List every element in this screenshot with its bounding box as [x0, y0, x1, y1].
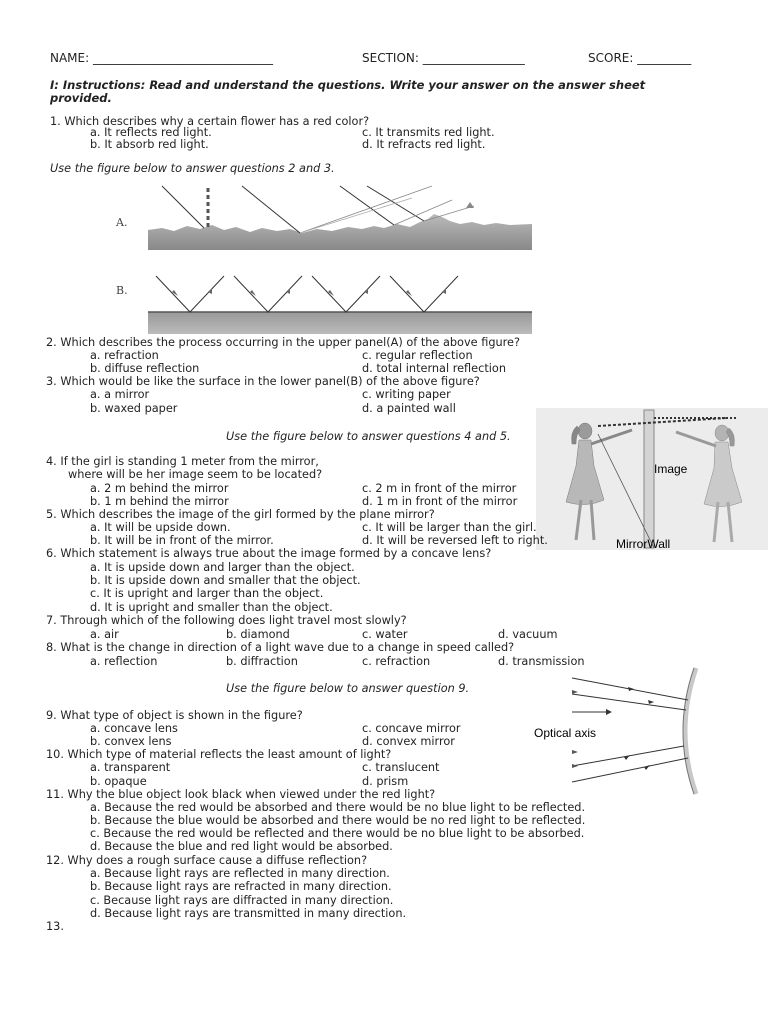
q7-option-d: d. vacuum [498, 628, 558, 641]
q8-option-b: b. diffraction [226, 655, 298, 668]
q12-option-c: c. Because light rays are diffracted in many direction. [90, 894, 394, 907]
q9-option-b: b. convex lens [90, 735, 172, 748]
q5-option-b: b. It will be in front of the mirror. [90, 534, 274, 547]
q3-option-a: a. a mirror [90, 388, 150, 401]
section-field-label: SECTION: _________________ [362, 51, 525, 65]
q4-option-a: a. 2 m behind the mirror [90, 482, 229, 495]
instructions-line-2: provided. [50, 91, 112, 105]
figure-3-caption: Use the figure below to answer question 9. [226, 682, 470, 695]
q10-stem: 10. Which type of material reflects the least amount of light? [46, 748, 392, 761]
q1-stem: 1. Which describes why a certain flower has a red color? [50, 115, 370, 128]
panel-a-label: A. [116, 216, 128, 229]
q5-option-a: a. It will be upside down. [90, 521, 231, 534]
q7-stem: 7. Through which of the following does light travel most slowly? [46, 614, 407, 627]
q4-option-c: c. 2 m in front of the mirror [362, 482, 517, 495]
q4-stem-line-1: 4. If the girl is standing 1 meter from the mirror, [46, 455, 319, 468]
q5-stem: 5. Which describes the image of the girl formed by the plane mirror? [46, 508, 435, 521]
q13-stem: 13. [46, 920, 64, 933]
reflection-figure [112, 178, 532, 343]
q10-option-a: a. transparent [90, 761, 171, 774]
q8-option-d: d. transmission [498, 655, 585, 668]
q2-option-c: c. regular reflection [362, 349, 473, 362]
q6-option-a: a. It is upside down and larger than the object. [90, 561, 355, 574]
q3-option-b: b. waxed paper [90, 402, 178, 415]
q3-option-c: c. writing paper [362, 388, 451, 401]
q5-option-c: c. It will be larger than the girl. [362, 521, 537, 534]
q2-option-a: a. refraction [90, 349, 159, 362]
q1-option-b: b. It absorb red light. [90, 138, 209, 151]
q2-stem: 2. Which describes the process occurring in the upper panel(A) of the above figure? [46, 336, 520, 349]
score-field-label: SCORE: _________ [588, 51, 692, 65]
q7-option-c: c. water [362, 628, 408, 641]
q11-option-a: a. Because the red would be absorbed and there would be no blue light to be reflected. [90, 801, 586, 814]
smooth-surface [148, 312, 532, 334]
q9-option-c: c. concave mirror [362, 722, 461, 735]
q11-option-d: d. Because the blue and red light would be absorbed. [90, 840, 393, 853]
q3-stem: 3. Which would be like the surface in the lower panel(B) of the above figure? [46, 375, 480, 388]
image-label: Image [654, 462, 688, 476]
figure-2-caption: Use the figure below to answer questions 4 and 5. [226, 430, 511, 443]
figure-1-caption: Use the figure below to answer questions 2 and 3. [50, 162, 335, 175]
q7-option-b: b. diamond [226, 628, 290, 641]
q12-option-a: a. Because light rays are reflected in many direction. [90, 867, 390, 880]
q6-stem: 6. Which statement is always true about the image formed by a concave lens? [46, 547, 492, 560]
convex-mirror-figure [528, 664, 724, 799]
q7-option-a: a. air [90, 628, 119, 641]
name-field-label: NAME: ______________________________ [50, 51, 273, 65]
q10-option-c: c. translucent [362, 761, 440, 774]
optical-axis-label: Optical axis [534, 726, 597, 740]
q9-stem: 9. What type of object is shown in the figure? [46, 709, 303, 722]
mirror-figure [536, 408, 768, 550]
panel-b-label: B. [116, 284, 128, 297]
q11-stem: 11. Why the blue object look black when viewed under the red light? [46, 788, 436, 801]
mirror-wall-label: MirrorWall [616, 537, 671, 550]
q6-option-c: c. It is upright and larger than the object. [90, 587, 324, 600]
q8-option-a: a. reflection [90, 655, 158, 668]
q2-option-b: b. diffuse reflection [90, 362, 200, 375]
q1-option-c: c. It transmits red light. [362, 126, 495, 139]
q11-option-b: b. Because the blue would be absorbed and there would be no red light to be reflected. [90, 814, 586, 827]
q2-option-d: d. total internal reflection [362, 362, 506, 375]
q9-option-d: d. convex mirror [362, 735, 455, 748]
q3-option-d: d. a painted wall [362, 402, 456, 415]
q8-option-c: c. refraction [362, 655, 431, 668]
q12-stem: 12. Why does a rough surface cause a diffuse reflection? [46, 854, 368, 867]
q1-option-a: a. It reflects red light. [90, 126, 212, 139]
q6-option-d: d. It is upright and smaller than the object. [90, 601, 333, 614]
instructions-line-1: I: Instructions: Read and understand the questions. Write your answer on the answer sheet [50, 78, 646, 92]
q10-option-d: d. prism [362, 775, 409, 788]
q5-option-d: d. It will be reversed left to right. [362, 534, 548, 547]
q6-option-b: b. It is upside down and smaller that the object. [90, 574, 361, 587]
mirror-wall [644, 410, 654, 548]
q4-stem-line-2: where will be her image seem to be located? [68, 468, 323, 481]
q4-option-d: d. 1 m in front of the mirror [362, 495, 518, 508]
q1-option-d: d. It refracts red light. [362, 138, 486, 151]
q12-option-b: b. Because light rays are refracted in many direction. [90, 880, 392, 893]
q9-option-a: a. concave lens [90, 722, 178, 735]
q8-stem: 8. What is the change in direction of a light wave due to a change in speed called? [46, 641, 515, 654]
q11-option-c: c. Because the red would be reflected and there would be no blue light to be absorbed. [90, 827, 585, 840]
q12-option-d: d. Because light rays are transmitted in many direction. [90, 907, 407, 920]
q10-option-b: b. opaque [90, 775, 147, 788]
mirror-arc [685, 668, 696, 794]
rough-surface [148, 214, 532, 250]
q4-option-b: b. 1 m behind the mirror [90, 495, 229, 508]
